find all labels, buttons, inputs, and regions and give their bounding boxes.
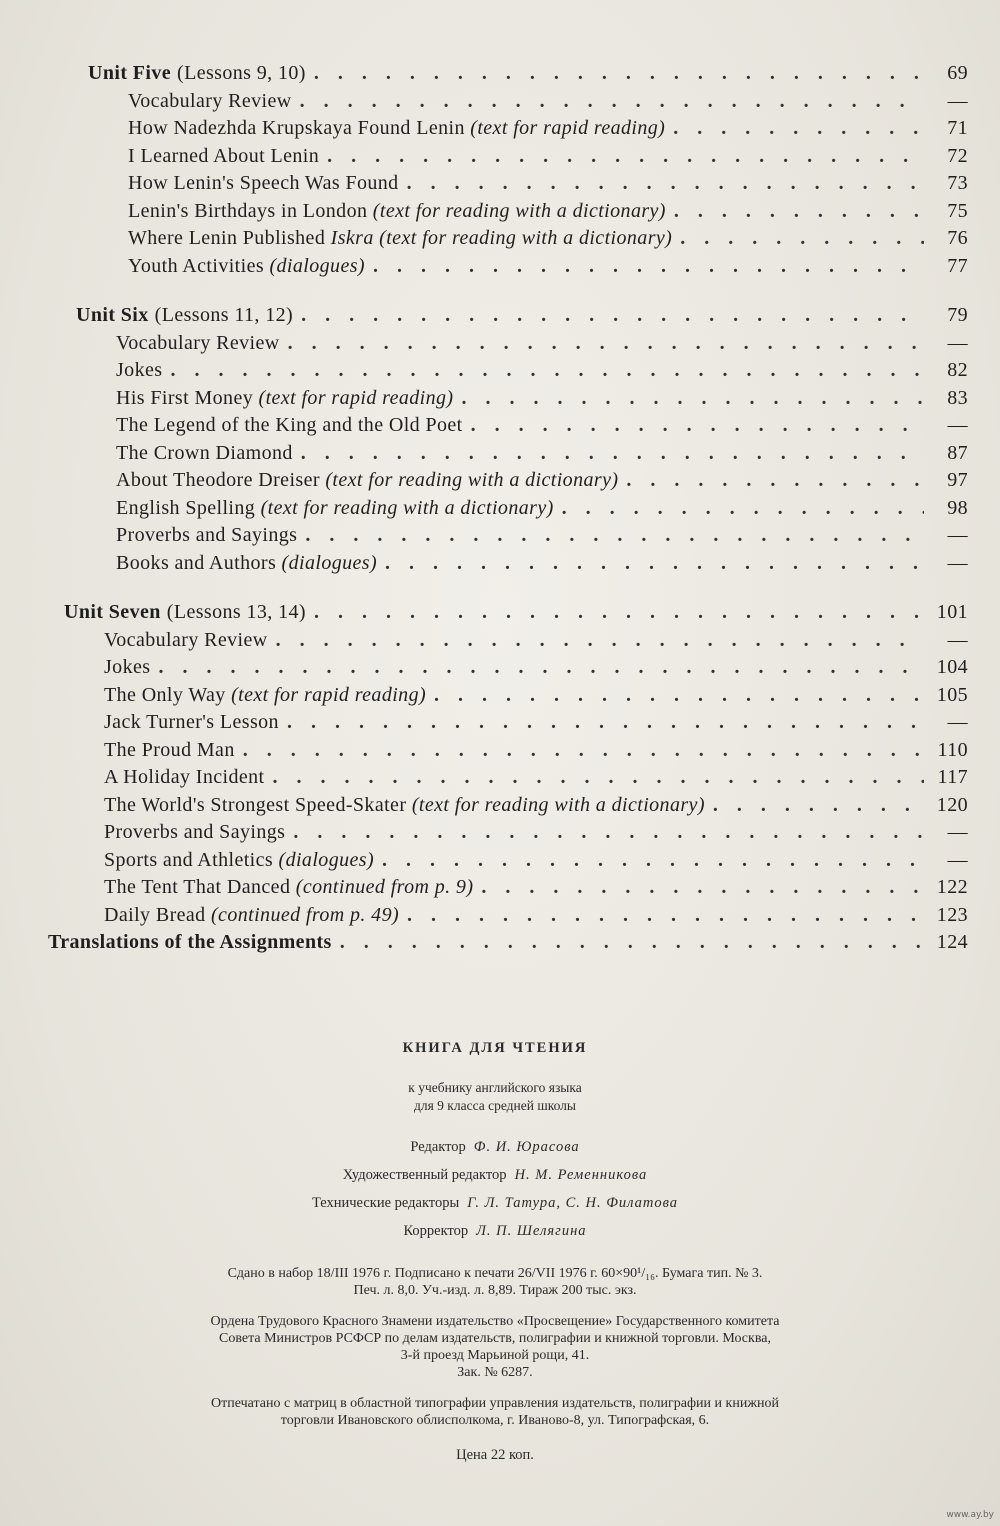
leader-dots (407, 170, 924, 198)
entry-title: How Lenin's Speech Was Found (128, 172, 399, 194)
entry-title: Jack Turner's Lesson (104, 711, 279, 733)
entry-title: Vocabulary Review (116, 331, 280, 354)
leader-dots (713, 792, 924, 820)
publisher-line: Ордена Трудового Красного Знамени издательство «Просвещение» Государственного комитета (210, 1314, 780, 1329)
entry-note: (continued from p. 49) (211, 903, 400, 926)
price: Цена 22 коп. (456, 1447, 534, 1463)
page-number: 117 (937, 766, 968, 788)
entry-title: His First Money (116, 386, 254, 409)
entry-note: (dialogues) (281, 551, 378, 574)
unit-heading[interactable] (64, 599, 968, 627)
leader-dots (273, 764, 924, 792)
entry-title: Vocabulary Review (128, 89, 292, 112)
toc-entry[interactable] (76, 550, 968, 578)
credit-role: Художественный редактор (342, 1167, 507, 1183)
entry-title: The Legend of the King and the Old Poet (116, 414, 463, 436)
page-number: — (947, 331, 968, 354)
credit-tech-editors (40, 1189, 950, 1217)
unit-title: Unit Six (76, 304, 149, 326)
toc-entry[interactable] (76, 385, 968, 413)
entry-note: (continued from p. 9) (295, 876, 474, 898)
leader-dots (373, 253, 924, 281)
order-number: Зак. № 6287. (457, 1365, 533, 1380)
entry-title: Where Lenin Published (128, 227, 326, 249)
leader-dots (243, 737, 924, 765)
unit-lessons: (Lessons 9, 10) (177, 62, 306, 84)
entry-title: Proverbs and Sayings (116, 524, 298, 546)
entry-note: (text for reading with a dictionary) (372, 199, 666, 222)
credit-role: Технические редакторы (311, 1195, 460, 1211)
toc-entry[interactable] (88, 115, 968, 143)
page-number: — (947, 628, 968, 651)
entry-title: The Tent That Danced (104, 876, 291, 898)
page-number: 104 (936, 656, 968, 678)
toc-entry[interactable] (64, 764, 968, 792)
leader-dots (314, 60, 924, 88)
entry-title: The World's Strongest Speed-Skater (104, 793, 407, 816)
entry-title: Translations of the Assignments (48, 931, 332, 953)
credit-name: Г. Л. Татура, С. Н. Филатова (467, 1195, 679, 1211)
leader-dots (434, 682, 924, 710)
entry-note: (text for rapid reading) (470, 117, 666, 139)
entry-title: Proverbs and Sayings (104, 821, 286, 843)
entry-title: The Crown Diamond (116, 441, 293, 464)
page-number: — (947, 551, 968, 574)
entry-title: How Nadezhda Krupskaya Found Lenin (128, 117, 465, 139)
leader-dots (301, 302, 924, 330)
toc-entry[interactable] (88, 143, 968, 171)
leader-dots (300, 88, 924, 116)
entry-title: About Theodore Dreiser (116, 469, 320, 491)
page-number: 77 (947, 254, 968, 277)
toc-entry[interactable] (64, 902, 968, 930)
toc-entry[interactable] (76, 440, 968, 468)
page-number: — (947, 821, 968, 843)
book-subtitle (40, 1079, 950, 1115)
page-number: 72 (947, 144, 968, 167)
leader-dots (471, 412, 924, 440)
page-number: 82 (947, 359, 968, 381)
leader-dots (680, 225, 924, 253)
toc-entry[interactable] (88, 88, 968, 116)
toc-entry[interactable] (64, 819, 968, 847)
entry-title: Jokes (104, 656, 151, 678)
leader-dots (293, 819, 924, 847)
toc-entry[interactable] (76, 495, 968, 523)
leader-dots (382, 847, 924, 875)
toc-entry[interactable] (88, 198, 968, 226)
subtitle-line: к учебнику английского языка (408, 1080, 582, 1095)
credit-role: Корректор (403, 1223, 469, 1239)
entry-note: (text for reading with a dictionary) (325, 469, 619, 491)
toc-entry[interactable] (88, 225, 968, 253)
unit-lessons: (Lessons 11, 12) (154, 304, 294, 326)
printer-line: торговли Ивановского облисполкома, г. Иваново-8, ул. Типографская, 6. (280, 1413, 710, 1428)
page-number: 69 (947, 62, 968, 84)
leader-dots (288, 330, 924, 358)
page-number: 105 (936, 683, 968, 706)
page-number: — (947, 414, 968, 436)
credit-art-editor (40, 1161, 950, 1189)
watermark: www.ay.by (946, 1510, 994, 1520)
entry-note: (dialogues) (278, 848, 375, 871)
entry-title: Books and Authors (116, 551, 277, 574)
entry-title: The Only Way (104, 683, 226, 706)
entry-title: Sports and Athletics (104, 848, 274, 871)
unit-heading[interactable] (88, 60, 968, 88)
credit-proofreader (40, 1217, 950, 1245)
leader-dots (626, 467, 924, 495)
unit-title: Unit Five (88, 62, 172, 84)
book-title: КНИГА ДЛЯ ЧТЕНИЯ (402, 1040, 588, 1056)
page-number: 120 (936, 793, 968, 816)
translations-entry[interactable] (48, 929, 968, 957)
unit-six (76, 302, 968, 577)
leader-dots (461, 385, 924, 413)
toc-entry[interactable] (64, 627, 968, 655)
toc-entry[interactable] (76, 522, 968, 550)
unit-lessons: (Lessons 13, 14) (166, 601, 306, 623)
printer-details (40, 1395, 950, 1429)
leader-dots (385, 550, 924, 578)
credit-editor (40, 1133, 950, 1161)
leader-dots (158, 654, 924, 682)
credit-role: Редактор (410, 1139, 466, 1155)
leader-dots (674, 198, 924, 226)
credit-name: Л. П. Шелягина (476, 1223, 587, 1239)
unit-seven (64, 599, 968, 929)
page-number: — (947, 89, 968, 112)
entry-title: A Holiday Incident (104, 766, 265, 788)
entry-title: English Spelling (116, 496, 256, 519)
page-number: 71 (947, 117, 968, 139)
page-number: 98 (947, 496, 968, 519)
leader-dots (170, 357, 924, 385)
page-number: — (947, 711, 968, 733)
print-details (40, 1265, 950, 1299)
toc-entry[interactable] (64, 654, 968, 682)
toc-entry[interactable] (64, 847, 968, 875)
publisher-line: Совета Министров РСФСР по делам издательств, полиграфии и книжной торговли. Москва, (219, 1331, 771, 1346)
leader-dots (276, 627, 924, 655)
leader-dots (673, 115, 924, 143)
leader-dots (407, 902, 924, 930)
toc-entry[interactable] (64, 737, 968, 765)
entry-note: (text for rapid reading) (231, 683, 427, 706)
page-number: 87 (947, 441, 968, 464)
page-number: — (947, 524, 968, 546)
toc-entry[interactable] (64, 874, 968, 902)
print-line: Печ. л. 8,0. Уч.-изд. л. 8,89. Тираж 200 тыс. экз. (353, 1283, 637, 1298)
page-number: 101 (936, 601, 968, 623)
leader-dots (340, 929, 924, 957)
page-number: 73 (947, 172, 968, 194)
toc-entry[interactable] (76, 467, 968, 495)
table-of-contents (48, 60, 968, 957)
toc-entry[interactable] (64, 709, 968, 737)
print-line: Сдано в набор 18/III 1976 г. Подписано к печати 26/VII 1976 г. 60×90¹/₁₆. Бумага тип. № 3. (227, 1266, 763, 1281)
leader-dots (481, 874, 924, 902)
credit-name: Ф. И. Юрасова (473, 1139, 580, 1155)
entry-title: Daily Bread (104, 903, 206, 926)
entry-title: Jokes (116, 359, 163, 381)
imprint (40, 1040, 950, 1464)
entry-note: Iskra (text for reading with a dictionary) (330, 227, 673, 249)
unit-five (88, 60, 968, 280)
entry-title: Lenin's Birthdays in London (128, 199, 368, 222)
page-number: 124 (936, 931, 968, 953)
toc-entry[interactable] (64, 792, 968, 820)
entry-note: (text for reading with a dictionary) (411, 793, 705, 816)
entry-note: (text for rapid reading) (258, 386, 454, 409)
toc-entry[interactable] (88, 253, 968, 281)
leader-dots (301, 440, 924, 468)
page-number: 76 (947, 227, 968, 249)
entry-note: (text for reading with a dictionary) (260, 496, 554, 519)
subtitle-line: для 9 класса средней школы (413, 1098, 576, 1113)
page-number: 79 (947, 304, 968, 326)
entry-title: The Proud Man (104, 738, 235, 761)
page-number: 75 (947, 199, 968, 222)
entry-title: Youth Activities (128, 254, 265, 277)
toc-entry[interactable] (76, 330, 968, 358)
page-number: 97 (947, 469, 968, 491)
page-number: — (947, 848, 968, 871)
entry-title: I Learned About Lenin (128, 144, 320, 167)
printer-line: Отпечатано с матриц в областной типографии управления издательств, полиграфии и книжной (211, 1396, 779, 1411)
toc-entry[interactable] (64, 682, 968, 710)
leader-dots (287, 709, 924, 737)
page-number: 123 (936, 903, 968, 926)
publisher-details (40, 1313, 950, 1381)
page-number: 110 (937, 738, 968, 761)
leader-dots (305, 522, 924, 550)
toc-entry[interactable] (76, 412, 968, 440)
publisher-line: 3-й проезд Марьиной рощи, 41. (400, 1348, 590, 1363)
toc-entry[interactable] (88, 170, 968, 198)
credit-name: Н. М. Ременникова (514, 1167, 648, 1183)
leader-dots (327, 143, 924, 171)
unit-heading[interactable] (76, 302, 968, 330)
leader-dots (314, 599, 924, 627)
toc-entry[interactable] (76, 357, 968, 385)
leader-dots (562, 495, 924, 523)
page-number: 122 (936, 876, 968, 898)
entry-title: Vocabulary Review (104, 628, 268, 651)
unit-title: Unit Seven (64, 601, 161, 623)
page-number: 83 (947, 386, 968, 409)
entry-note: (dialogues) (269, 254, 365, 277)
